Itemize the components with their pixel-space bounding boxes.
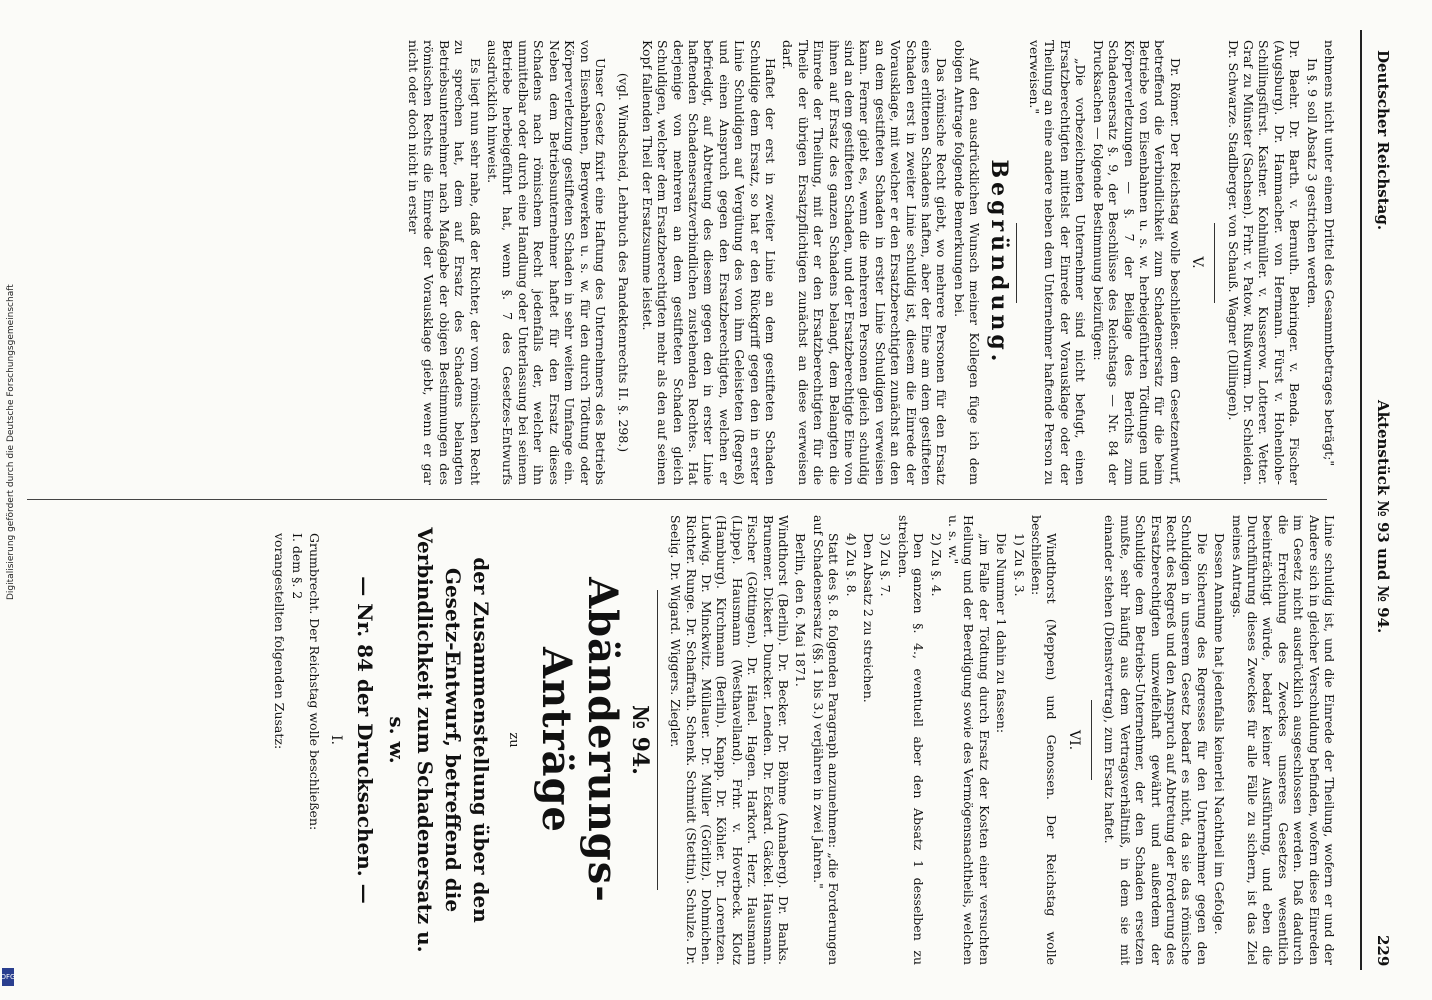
document-subtitle: — Nr. 84 der Drucksachen. — xyxy=(353,576,378,904)
citation: (vgl. Windscheid, Lehrbuch des Pandektenrechts II. §. 298.) xyxy=(616,72,632,453)
quote-paragraph: „im Falle der Tödtung durch Ersatz der Kosten einer versuchten Heilung und der Beerdigung sowie des Vermögensnachtheils, welchen u. s. w." xyxy=(946,515,992,965)
dfg-logo: DFG xyxy=(2,968,14,986)
separator-rule xyxy=(1214,223,1215,303)
list-item: 1) Zu §. 3. xyxy=(1011,533,1027,597)
text-paragraph: Die Sicherung des Regresses für den Unternehmer gegen den Schuldigen in unserem Gesetz bedarf es nicht, da sie das römische Recht des Regreß und den Anspruch auf Abtretung der Forderung des Ersatzberechtigten unzweifelhaft gewährt und außerdem der Schuldige dem Betriebs-Unternehmer, der den Schaden ersetzen mußte, sehr häufig aus dem Vertragsverhältniß, in dem sie mit einander stehen (Dienstvertrag), zum Ersatz haftet. xyxy=(1102,515,1210,965)
signer-list: Dr. Baehr. Dr. Barth. v. Bernuth. Behringer. v. Benda. Fischer (Augsburg). Dr. Hammacher. von Hermann. Fürst v. Hohenlohe-Schillingsfürst. Kastner. Kohlmüller. v. Kusserow. Lotterer. Vetter. Graf zu Münster (Sachsen). Frhr. v. Patow. Rußwurm. Dr. Schleiden. Dr. Schwarze. Stadlberger. von Schauß. Wagner (Dillingen). xyxy=(1225,40,1303,485)
text-paragraph: Das römische Recht giebt, wo mehrere Personen für den Ersatz eines erlittenen Schadens haften, aber der Eine am dem gestifteten Schaden erst in zweiter Linie schuldig ist, diesem die Einrede der Vorausklage, mit welcher er den Ersatzberechtigten zunächst an den an dem gestifteten Schaden in erster Linie Schuldigen verweisen kann. Ferner giebt es, wenn die mehreren Personen gleich schuldig sind an dem gestifteten Schaden, und der Ersatzberechtigte Eine von ihnen auf Ersatz des ganzen Schadens belangt, dem Belangten die Einrede der Theilung, mit der er den Ersatzberechtigten für die Theile der übrigen Ersatzpflichtigen zunächst an diese verweisen darf. xyxy=(780,40,950,485)
right-column xyxy=(17,515,1337,965)
list-item: I. dem §. 2 xyxy=(289,533,305,600)
text-paragraph: In §. 9 soll Absatz 3 gestrichen werden. xyxy=(1304,58,1320,309)
page-header xyxy=(1362,0,1392,1000)
begruendung-heading: Begründung. xyxy=(985,159,1012,366)
list-item: Statt des §. 8. folgenden Paragraph anzunehmen: „die Forderungen auf Schadensersatz (§§. 1 bis 3.) verjähren in zwei Jahren." xyxy=(810,515,842,965)
list-item: Den ganzen §. 4., eventuell aber den Absatz 1 desselben zu streichen. xyxy=(895,515,927,965)
text-paragraph: Haftet der erst in zweiter Linie an dem gestifteten Schaden Schuldige dem Ersatz, so hat er den Rückgriff gegen den in erster Linie Schuldigen auf Vergütung des von ihm Geleisteten (Regreß) und einen Anspruch gegen den Ersatzberechtigten, welchen er befriedigt, auf Abtretung des diesem gegen den in erster Linie haftenden Schadensersatzverbindlichen zustehenden Rechtes. Hat derjenige von mehreren an dem gestifteten Schaden gleich Schuldigen, welcher dem Ersatzberechtigten mehr als den auf seinen Kopf fallenden Theil der Ersatzsumme leistet. xyxy=(639,40,778,485)
text-paragraph: Grumbrecht. Der Reichstag wolle beschließen: xyxy=(306,533,322,831)
section-heading: V. xyxy=(1189,256,1206,269)
header-rule xyxy=(1360,30,1362,970)
list-item: vorangestellten folgenden Zusatz: xyxy=(272,533,288,750)
list-item: Den Absatz 2 zu streichen. xyxy=(861,533,877,703)
text-paragraph: Windthorst (Meppen) und Genossen. Der Reichstag wolle beschließen: xyxy=(1029,515,1060,965)
list-item: 2) Zu §. 4. xyxy=(928,533,944,597)
quote-paragraph: „Die vorbezeichneten Unternehmer sind nicht befugt, einen Ersatzberechtigten mittelst der Einrede der Vorausklage oder der Theilung an eine andere neben dem Unternehmer haftende Person zu verweisen." xyxy=(1027,40,1089,485)
date-line: Berlin, den 6. Mai 1871. xyxy=(793,533,809,687)
text-paragraph: nehmens nicht unter einem Drittel des Gesammtbetrages beträgt;" xyxy=(1322,40,1337,467)
list-item: 3) Zu §. 7. xyxy=(878,533,894,597)
page-number: 229 xyxy=(1374,935,1392,967)
document-number: № 94. xyxy=(626,705,653,775)
separator-rule xyxy=(657,590,658,890)
text-paragraph: Dessen Annahme hat jedenfalls keinerlei Nachtheil im Gefolge. xyxy=(1212,533,1228,935)
document-title: Abänderungs-Anträge xyxy=(533,577,627,903)
header-left: Deutscher Reichstag. xyxy=(1374,50,1392,231)
text-paragraph: Es liegt nun sehr nahe, daß der Richter, der vom römischen Recht zu sprechen hat, dem auf Ersatz des Schadens belangten Betriebsunternehmer nach Maßgabe der obigen Bestimmungen des römischen Rechts die Einrede der Vorausklage giebt, wenn er gar nicht oder doch nicht in erster xyxy=(406,40,483,485)
section-heading: VI. xyxy=(1065,729,1082,751)
funding-note: Digitalisierung gefördert durch die Deutsche Forschungsgemeinschaft xyxy=(6,284,16,600)
signer-list: Windthorst (Berlin). Dr. Becker. Dr. Böhme (Annaberg). Dr. Banks. Brunemer. Dickert. Duncker. Lenden. Dr. Eckard. Gäckel. Hausmann. Fischer (Göttingen). Dr. Hänel. Hagen. Harkort. Herz. Hausmann (Lippe). Hausmann (Westhavelland). Frhr. v. Hoverbeck. Klotz (Hamburg). Kirchmann (Berlin). Knapp. Dr. Köhler. Dr. Lorentzen. Ludwig. Dr. Minckwitz. Müllauer. Dr. Müller (Görlitz). Dohmichen. Richter. Runge. Dr. Schaffrath. Schenk. Schmidt (Stettin). Schulze. Dr. Seelig. Dr. Wigard. Wiggers. Ziegler. xyxy=(668,515,791,965)
list-item: 4) Zu §. 8. xyxy=(843,533,859,597)
document-subtitle: der Zusammenstellung über den Gesetz-Entwurf, betreffend die Verbindlichkeit zum Schadenersatz u. s. w. xyxy=(385,527,494,953)
text-paragraph: Dr. Römer. Der Reichstag wolle beschließen: dem Gesetzentwurf, betreffend die Verbindlichkeit zum Schadensersatz für die beim Betriebe von Eisenbahnen u. s. w. herbeigeführten Tödtungen und Körperverletzungen — §. 7 der Beilage des Berichts zum Schadensersatz §. 9, der Beschlüsse des Reichstags — Nr. 84 der Drucksachen — folgende Bestimmung beizufügen: xyxy=(1090,40,1183,485)
document-subtitle: zu xyxy=(506,732,522,748)
section-heading: I. xyxy=(328,735,345,745)
text-paragraph: Linie schuldig ist, und die Einrede der Theilung, wofern er und der Andere sich in gleicher Verschuldung befinden, wofern diese Einreden im Gesetz nicht ausdrücklich ausgeschlossen werden. Daß dadurch die Erreichung des Zweckes unseres Gesetzes wesentlich beeinträchtigt würde, bedarf keiner Ausführung, und eben die Durchführung dieses Zweckes für alle Fälle zu sichern, ist das Ziel meines Antrags. xyxy=(1229,515,1337,965)
separator-rule xyxy=(1091,700,1092,780)
text-paragraph: Unser Gesetz fixirt eine Haftung des Unternehmers des Betriebs von Eisenbahnen, Bergwerken u. s. w. für den durch Tödtung oder Körperverletzung gestifteten Schaden in sehr weitem Umfange ein. Neben dem Betriebsunternehmer haftet für den Ersatz dieses Schadens nach römischem Recht jedenfalls der, welcher ihn unmittelbar oder durch eine Handlung oder Unterlassung bei seinem Betriebe herbeigeführt hat, wenn §. 7 des Gesetzes-Entwurfs ausdrücklich hinweist. xyxy=(485,40,608,485)
header-center: Aktenstück № 93 und № 94. xyxy=(1374,400,1392,634)
separator-rule xyxy=(1016,223,1017,303)
column-divider xyxy=(27,499,1327,500)
text-paragraph: Auf den ausdrücklichen Wunsch meiner Kollegen füge ich dem obigen Antrage folgende Bemerkungen bei. xyxy=(951,40,983,485)
left-column xyxy=(17,40,1337,485)
list-item: Die Nummer 1 dahin zu fassen: xyxy=(994,533,1010,734)
